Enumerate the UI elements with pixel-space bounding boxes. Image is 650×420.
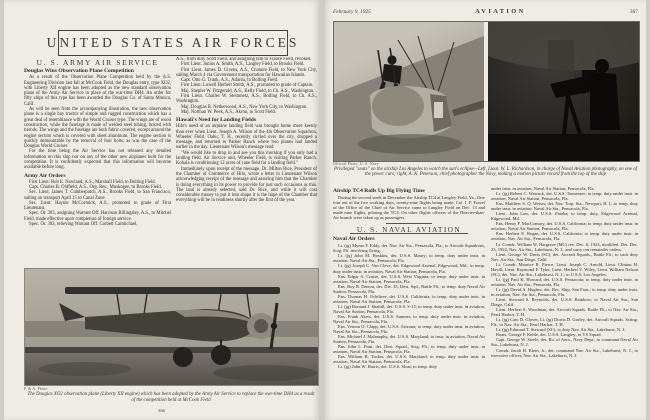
order-item: Boats. George F. Kehle, det. U.S.S. Langley; to VS Squad. [496, 332, 602, 338]
army-orders-list-continued [176, 57, 317, 115]
order-item: Lt. (jg) David A. Hughes, det. Rec. Ship, San Fran.; to temp. duty under instr. in aviation, Nav. Air Sta., Pensacola, Fla. [491, 286, 638, 297]
army-orders-title: Army Air Orders [24, 172, 66, 179]
order-item: Ens. Vernon O. Clapp, det. U.S.S. Arizona; to temp. duty under instr. in aviation, Naval Air Sta., Pensacola, Fla. [333, 324, 485, 335]
order-item: Ens. Frank Akers, det. U.S.S. Sumner; to temp. duty under instr. in aviation, Naval Air Sta., Pensacola, Fla. [333, 313, 485, 324]
order-item: First Lieut. Bob E. Nowland, A.S., Marshall Field, to Bolling Field. [29, 179, 156, 185]
order-item: under instr. in aviation, Naval Air Station, Pensacola, Fla. [491, 186, 595, 191]
order-item: First Lieut. Junius A. Smith, A.S., Langley Field, to Brooks Field. [181, 62, 305, 68]
right-photo-credit: Official Photo, U. S. Navy [333, 162, 379, 166]
order-item: Spec. Or. 303, relieving Warrant Off. Corbett Carmichael, [29, 222, 138, 228]
order-item: Lieut. George W. Davis (SC), det. Aircraft Squads., Battle Flt.; to such duty Nav. Air Sta., San Diego, Calif. [491, 251, 638, 262]
order-item: First Lieut. Charles W. Steinmetz, A.S., Bolling Field, to Ch. A.S., Washington. [176, 94, 317, 105]
order-item: Maj. Norman W. Peek, A.S., Akron, to Scott Field. [181, 109, 277, 115]
biplane-photo-art [25, 269, 318, 385]
order-item: Lt. (jg) Cato D. Glover, Lt. (jg) Dorris D. Gurley, det. Aircraft Squads. Scting. Flt.; to Nav. Air Sta., Pearl Harbor, T. H. [491, 317, 638, 328]
airship-photos-art [334, 22, 639, 161]
article-title-douglas: Douglas Wins Observation Plane Competition [24, 68, 134, 75]
biplane-photo [24, 268, 319, 386]
army-section-heading: U. S. ARMY AIR SERVICE [36, 60, 159, 67]
order-item: Lt. (jg) Bernard J. Skahill, det. U.S.S. S-15; to temp. duty under instr. in aviation, Naval Air Station, Pensacola, Fla. [333, 303, 485, 314]
right-photo-caption: Privileged "seats" on the airship Los Angeles to watch the sun's eclipse—Left, Lieut. W. L. Richardson, in charge of Naval Aviation photography, on one of the power cars; right, A. K. Peterson, chief photographer the Navy, making a motion picture record from the top of the ship [333, 166, 637, 177]
naval-section-heading: U. S. NAVAL AVIATION [350, 227, 468, 235]
order-item: Lt. (jg) Paul K. Howard, det. U.S.S. Pensacola; to temp. duty under instr. in aviation, Nav. Air Sta., Pensacola, Fla. [491, 276, 638, 287]
order-item: Maj. Shepler W. Fitzgerald, A.S., Kelly Field, to Ch. A.S., Washington. [181, 88, 315, 94]
order-item: Lt. (jg) Edmund T. Steward (SC), to duty Nav. Air Sta., Lakehurst, N. J. [496, 327, 626, 333]
naval-orders-list-continued [491, 186, 638, 358]
left-photo-credit: P. & A. Photo [24, 387, 48, 391]
order-item: Ens. Thomas H. Ochiltree, det. U.S.S. California; to temp. duty under instr. in aviation, Naval Air Station, Pensacola, Fla. [333, 293, 485, 304]
article-title-hawaii: Hawaii's Need for Landing Fields [176, 117, 257, 124]
airship-photos [333, 21, 640, 162]
paragraph: For the time being the Air Service has not released any detailed information on this ship nor on any of the other new airplanes built for the competition. It is confidently expected that this information will become available before long. [24, 149, 171, 171]
issue-date: February 9, 1925 [333, 9, 371, 15]
article-tc4-body [333, 195, 485, 220]
order-item: Lt. (jg) Robert C. Warrack, det. U.S.S. Tennessee; to temp. duty under instr. in aviation, Naval Air Station, Pensacola, Fla. [491, 191, 638, 202]
order-item: Ens. John L. Pratt, det. Dest. Squad., Sctg. Flt.; to temp. duty under instr. in aviation, Naval Air Station, Pensacola, Fla. [333, 344, 485, 355]
naval-orders-list [333, 243, 485, 369]
right-column-1 [333, 186, 485, 412]
army-orders-list [24, 180, 171, 228]
left-page-number: 366 [158, 408, 165, 413]
journal-title: AVIATION [475, 8, 526, 15]
order-item: Lieut. Herbert S. Woodman, det. Aircraft Squads. Battle Flt.; to Nav. Air Sta., Pearl Harbor, T. H. [491, 307, 638, 318]
order-item: Maj. Douglas B. Netherwood, A.S., New York City, to Washington. [181, 104, 308, 110]
order-item: Ens. Michael J. Malanaphy, det. U.S.S. Maryland; to instr. in aviation, Naval Air Station, Pensacola, Fla. [333, 334, 485, 345]
masthead-box [46, 30, 300, 56]
order-item: Ens. Roy B. Darron, det. Div. 35, Dest. Sqd., Battle Flt.; to temp. duty Naval Air Station, Pensacola, Fla. [333, 283, 485, 294]
masthead-title: UNITED STATES AIR FORCES [46, 35, 300, 50]
paragraph: As will be seen from the accompanying illustration, the new observation plane is a single bay tractor of simple and rugged construction which has a great deal of resemblance with the World Cruiser type. The wings are of wood construction, while the fuselage is made of welded steel tubing, braced with tierods. The wings and the fuselage are both fabric covered, except around the engine section which is covered with sheet aluminum. The engine section is quickly demountable by the removal of four bolts, as was the case of the Douglas World Cruiser. [24, 107, 171, 150]
article-hawaii-body [176, 124, 317, 203]
left-column-1 [24, 60, 171, 260]
order-item: A.S., from duty Scott Field, and assigning him to France Field, revoked. [176, 57, 312, 62]
order-item: Capt. George W. Steele, det. Bu. of Aero., Navy Dept.; to command Naval Air Sta., Lakehurst, N. J. [491, 337, 638, 348]
order-item: Ens. Herbert E. Regan, det. U.S.S. California; to temp. duty under instr. in aviation, Nav. Air Sta., Pensacola, Fla. [491, 231, 638, 242]
left-page [4, 0, 319, 420]
order-item: Sec. Lieut. James T. Cumberpatch, A.S., Brooks Field, to San Francisco, sailing on transport April 15 to Canal Zone. [24, 190, 171, 201]
right-page-number: 367 [629, 9, 638, 15]
order-item: First Lieut. James D. Givens, A.S., Chanute Field, to New York City, sailing March 4 via Government transportation for Hawaiian Islands. [176, 67, 317, 78]
article-douglas-body [24, 75, 171, 170]
order-item: Lieut. John Law, det. U.S.S. Patoka; to temp. duty, Edgewood Arsenal, Edgewood, Md. [491, 211, 638, 222]
order-item: Spec. Or. 303, assigning Warrant Off. Harrison Billingsley, A.S., to Mitchel Field, made effective upon completion of foreign service. [24, 211, 171, 222]
order-item: Lt. Comdr. Maurice R. Pierce, Lieut. Joseph C. Arnold, Lieut. Clinton H. Havill, Lieut. Raymond F. Tyler, Lieut. Herbert V. Wiley, Lieut. William Nelson (SC), det. Nav. Air Sta., Lakehurst, N. J.; to U.S.S. Los Angeles. [491, 261, 638, 277]
order-item: First Lieut. Lowell Herbert Smith, A.S., promoted to grade of Captain. [181, 83, 314, 89]
order-item: Comdr. Jacob H. Klein, Jr., det. command Nav. Air Sta., Lakehurst, N. J., to executive officer, Nav. Air Sta., Lakehurst, N. J. [491, 347, 638, 358]
order-item: Lt. (jg) John M. Hoskins, det. U.S.S. Maury; to temp. duty under instr. in aviation, Naval Air Sta., Pensacola, Fla. [333, 253, 485, 264]
order-item: Lieut. Steward S. Reynolds, det. U.S.S. Rainbow; to Naval Air Sta., San Diego, Calif. [491, 297, 638, 308]
order-item: Sec. Lieut. Haynie McCormick, A.S., promoted to grade of First Lieutenant. [24, 200, 171, 212]
paragraph: During the second week in December the Airship TC4 at Langley Field, Va., flew four out of the five working days, twenty-nine flights being made. Col. I. F. Fravel of the Office of the Chief of Air Service came to Langley Field on Dec. 13 and made nine flights, piloting the TC4. On other flights officers of the Heavier-than-Air branch were taken up as passengers. [333, 195, 485, 221]
left-column-2 [176, 57, 317, 262]
paragraph: Immediately upon receipt of the message, Dr. Milton Rice, President of the Chamber of Commerce of Hilo, wrote a letter to Lieutenant Wilson acknowledging receipt of the message and assuring him that the Chamber is doing everything in its power to provide for just such occasions as this. The land is already selected, said Dr. Rice, and while it will cost considerable money to put it into shape it is the hope of the Chamber that everything will be in readiness shortly after the first of the year. [176, 166, 317, 204]
right-page [325, 0, 646, 420]
order-item: Lt. Comdr. William W. Hargrave (MC) rev. Dec. 6, 1924, modified. Det. Dec. 23, 1924, Nav. Air Sta., Lakehurst, N. J., and carry out remainder orders. [491, 241, 638, 252]
order-item: Ens. William B. Tucker, det. U.S.S. Maryland; to temp. duty under instr. in aviation, Naval Air Station, Pensacola, Fla. [333, 354, 485, 365]
naval-orders-title: Naval Air Orders [333, 236, 375, 243]
order-item: Capt. Otto G. Trunk, A.S., Atlanta, to Bolling Field. [181, 78, 279, 84]
order-item: Capt. Charles B. Oldfield, A.S., Org. Res., Muskogee, to Brooks Field. [29, 184, 162, 190]
order-item: Lt. (jg) Joseph C. Van Cleve, det. Edgewood Arsenal, Edgewood, Md.; to temp. duty under instr. in aviation, Naval Air Station, Pensacola, Fla. [333, 263, 485, 274]
order-item: Ens. Edgar A. Cruise, det. U.S.S. West Virginia; to temp. duty under instr. in aviation, Naval Air Station, Pensacola, Fla. [333, 273, 485, 284]
right-column-2 [491, 186, 638, 412]
paragraph: Hilo's need of an airplane landing field was brought home more keenly than ever when Lieut. Joseph A. Wilson of the 4th Observation Squadron, Wheeler Field, Oahu, T. H., recently circled over the city, dropped a message, and returned to Parker Ranch where two planes had landed earlier in the day. Lieutenant Wilson's message read: [176, 124, 317, 151]
paragraph: As a result of the Observation Plane Competition held by the A.S. Engineering Division last fall at McCook Field, the Douglas entry, type XO2, with Liberty XII engine has been adopted as the new standard observation plane of the Army Air Service in place of the war-time DH4. An order for fifty ships of this type has been awarded the Douglas Co. of Santa Monica, Calif. [24, 75, 171, 107]
running-head [333, 8, 638, 18]
order-item: Ens. Henry F. MacComsey, det. U.S.S. California; to temp. duty under instr. in aviation, Naval Air Station, Pensacola, Fla. [491, 221, 638, 232]
order-item: Lt. (jg) Mymo F. Eddy, det. Nav. Air Sta., Pensacola, Fla.; to Aircraft Squadrons, Sctg. Flt. involving flying. [333, 243, 485, 254]
order-item: Ens. Matthew S. Q. Weiser, det. Nav. Torp. Sta., Newport, R. I.; to temp. duty under instr. in aviation, Naval Air Sta., Pensacola, Fla. [491, 201, 638, 212]
left-photo-caption: The Douglas XO2 observation plane (Liberty XII engine) which has been adopted by the Army Air Service to replace the war-time DH4 as a result of the competition held at McCook Field [27, 392, 315, 403]
order-item: Lt. (jg) John W. Harris, det. U.S.S. Sloat; to temp. duty [338, 364, 437, 370]
article-title-tc4: Airship TC4 Rolls Up Big Flying Time [333, 188, 425, 194]
paragraph: "We would like to drop in and see you this morning if you only had a landing field. Air Service unit, Wheeler Field, is visiting Parker Ranch. Kohala is conditioning 12 acres of cane field for a landing field." [176, 150, 317, 167]
